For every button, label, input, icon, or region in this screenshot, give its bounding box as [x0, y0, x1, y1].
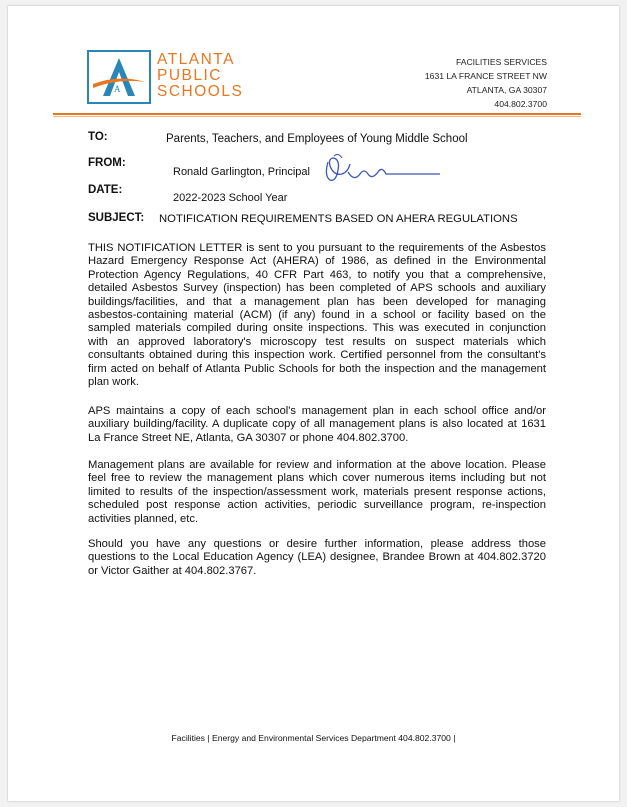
- aps-logo-a-icon: [89, 52, 149, 102]
- from-value: Ronald Garlington, Principal: [173, 166, 310, 178]
- letter-page: [8, 6, 619, 801]
- office-address: [425, 55, 547, 111]
- subject-label: SUBJECT:: [88, 212, 145, 224]
- paragraph-3: Management plans are available for review and information at the above location. Please feel free to review the management plans which cover numerous items including but not limited to results of the inspection/assessment work, materials present response actions, scheduled post response action activities, periodic surveillance program, re-inspection activities planned, etc.: [88, 459, 546, 525]
- address-line-2: 1631 LA FRANCE STREET NW: [424, 71, 547, 81]
- logo-line-3: SCHOOLS: [157, 83, 244, 100]
- address-line-3: ATLANTA, GA 30307: [466, 85, 547, 95]
- date-label: DATE:: [88, 184, 123, 196]
- logo-wordmark: [157, 52, 243, 100]
- paragraph-4: Should you have any questions or desire further information, please address those questions to the Local Education Agency (LEA) designee, Brandee Brown at 404.802.3720 or Victor Gaither at 404.802.3767.: [88, 538, 546, 577]
- header-divider: [53, 113, 581, 115]
- logo-line-2: PUBLIC: [157, 67, 222, 84]
- date-value: 2022-2023 School Year: [173, 192, 288, 204]
- from-label: FROM:: [88, 157, 126, 169]
- header-divider-shadow: [53, 116, 581, 117]
- logo-letter: A: [114, 84, 121, 94]
- paragraph-2: APS maintains a copy of each school's management plan in each school office and/or auxiliary building/facility. A duplicate copy of all management plans is also located at 1631 La France Street NE, Atlanta, GA 30307 or phone 404.802.3700.: [88, 405, 546, 444]
- address-line-1: FACILITIES SERVICES: [455, 57, 547, 67]
- principal-signature: [320, 152, 450, 188]
- aps-logo: [87, 50, 151, 104]
- address-line-4: 404.802.3700: [494, 99, 547, 109]
- page-footer: Facilities | Energy and Environmental Services Department 404.802.3700 |: [171, 733, 456, 743]
- logo-line-1: ATLANTA: [157, 51, 235, 68]
- to-value: Parents, Teachers, and Employees of Young Middle School: [166, 133, 468, 145]
- to-label: TO:: [88, 131, 108, 143]
- subject-value: NOTIFICATION REQUIREMENTS BASED ON AHERA REGULATIONS: [159, 213, 518, 225]
- paragraph-1: THIS NOTIFICATION LETTER is sent to you pursuant to the requirements of the Asbestos Hazard Emergency Response Act (AHERA) of 1986, as defined in the Environmental Protection Agency Regulations, 40 CFR Part 463, to notify you that a comprehensive, detailed Asbestos Survey (inspection) has been completed of APS schools and auxiliary buildings/facilities, and that a management plan has been developed for managing asbestos-containing material (ACM) (if any) found in a school or facility based on the sampled materials compiled during onsite inspections. This was executed in conjunction with an approved laboratory's microscopy test results on suspect materials which consultants obtained during this inspection work. Certified personnel from the consultant's firm acted on behalf of Atlanta Public Schools for both the inspection and the management plan work.: [88, 242, 546, 389]
